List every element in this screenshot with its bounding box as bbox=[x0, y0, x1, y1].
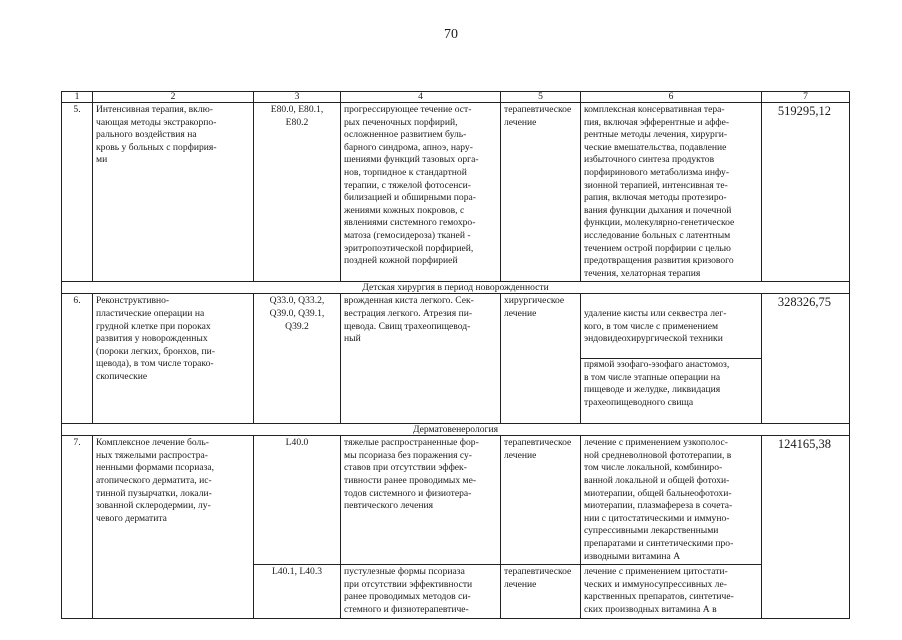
treatment-type: терапевтическое лечение bbox=[501, 565, 581, 618]
icd-codes: L40.1, L40.3 bbox=[254, 565, 341, 618]
care-type-name: Интенсивная терапия, вклю- чающая методы экстракорпо- рального воздействия на кровь у больных с порфирия- ми bbox=[93, 103, 254, 282]
column-header: 5 bbox=[501, 92, 581, 103]
cost-value: 519295,12 bbox=[762, 103, 850, 282]
treatment-method: комплексная консервативная тера- пия, включая эфферентные и аффе- рентные методы лечения, хирурги- ческие вмешательства, подавление избыточного синтеза продуктов порфиринового метаболизма инфу- зионной терапией, интенсивная те- рапия, включая методы протезиро- вания функции дыхания и почечной функции, молекулярно-генетическое исследование больных с латентным течением острой порфирии с целью предотвращения развития кризового течения, хелаторная терапия bbox=[581, 103, 762, 282]
row-number: 5. bbox=[62, 103, 93, 282]
section-row bbox=[62, 424, 850, 436]
page-number: 70 bbox=[444, 27, 458, 42]
section-title-dermatovenereology: Дерматовенерология bbox=[62, 424, 850, 436]
header-row bbox=[62, 92, 850, 103]
row-number: 7. bbox=[62, 436, 93, 618]
table-row bbox=[62, 436, 850, 565]
table-row bbox=[62, 294, 850, 424]
icd-codes: L40.0 bbox=[254, 436, 341, 565]
column-header: 6 bbox=[581, 92, 762, 103]
column-header: 4 bbox=[341, 92, 501, 103]
column-header: 1 bbox=[62, 92, 93, 103]
care-type-name: Реконструктивно- пластические операции на грудной клетке при пороках развития у новорожденных (пороки легких, бронхов, пи- щевода), в том числе торако- скопические bbox=[93, 294, 254, 424]
care-type-name: Комплексное лечение боль- ных тяжелыми распростра- ненными формами псориаза, атопического дерматита, ис- тинной пузырчатки, локали- зованной склеродермии, лу- чевого дерматита bbox=[93, 436, 254, 618]
medical-care-table bbox=[61, 91, 850, 619]
column-header: 7 bbox=[762, 92, 850, 103]
table-row bbox=[62, 103, 850, 282]
treatment-type: терапевтическое лечение bbox=[501, 436, 581, 565]
treatment-method: удаление кисты или секвестра лег- кого, в том числе с применением эндовидеохирургической техники bbox=[584, 307, 727, 345]
treatment-method: лечение с применением узкополос- ной средневолновой фототерапии, в том числе локальной, комбиниро- ванной локальной и общей фотохи- миотерапии, общей бальнеофотохи- миотерапии, плазмафереза в сочета- нии с цитостатическими и иммуно- супрессивными лекарственными препаратами и синтетическими про- изводными витамина А bbox=[581, 436, 762, 565]
treatment-method: прямой эзофаго-эзофаго анастомоз, в том числе этапные операции на пищеводе и желудке, ликвидация трахеопищеводного свища bbox=[581, 358, 761, 409]
patient-model: врожденная киста легкого. Сек- вестрация легкого. Атрезия пи- щевода. Свищ трахеопищевод- ный bbox=[341, 294, 501, 424]
section-title-pediatric-surgery: Детская хирургия в период новорожденности bbox=[62, 282, 850, 294]
treatment-type: терапевтическое лечение bbox=[501, 103, 581, 282]
section-row bbox=[62, 282, 850, 294]
cost-value: 124165,38 bbox=[762, 436, 850, 618]
patient-model: тяжелые распространенные фор- мы псориаза без поражения су- ставов при отсутствии эффек- тивности ранее проводимых ме- тодов системного и физиотера- певтического лечения bbox=[341, 436, 501, 565]
patient-model: пустулезные формы псориаза при отсутствии эффективности ранее проводимых методов си- стемного и физиотерапевтиче- bbox=[341, 565, 501, 618]
column-header: 2 bbox=[93, 92, 254, 103]
treatment-method: лечение с применением цитостати- ческих и иммуносупрессивных ле- карственных препаратов, синтетиче- ских производных витамина А в bbox=[581, 565, 762, 618]
patient-model: прогрессирующее течение ост- рых печеночных порфирий, осложненное развитием буль- барного синдрома, апноэ, нару- шениями функций тазовых орга- нов, торпидное к стандартной терапии, с тяжелой фотосенси- билизацией и обширными пора- жениями кожных покровов, с явлениями системного гемохро- матоза (гемосидероза) тканей - эритропоэтической порфирией, поздней кожной порфирией bbox=[341, 103, 501, 282]
icd-codes: E80.0, E80.1, E80.2 bbox=[254, 103, 341, 282]
treatment-type: хирургическое лечение bbox=[501, 294, 581, 424]
icd-codes: Q33.0, Q33.2, Q39.0, Q39.1, Q39.2 bbox=[254, 294, 341, 424]
row-number: 6. bbox=[62, 294, 93, 424]
treatment-methods bbox=[581, 294, 762, 424]
column-header: 3 bbox=[254, 92, 341, 103]
cost-value: 328326,75 bbox=[762, 294, 850, 424]
